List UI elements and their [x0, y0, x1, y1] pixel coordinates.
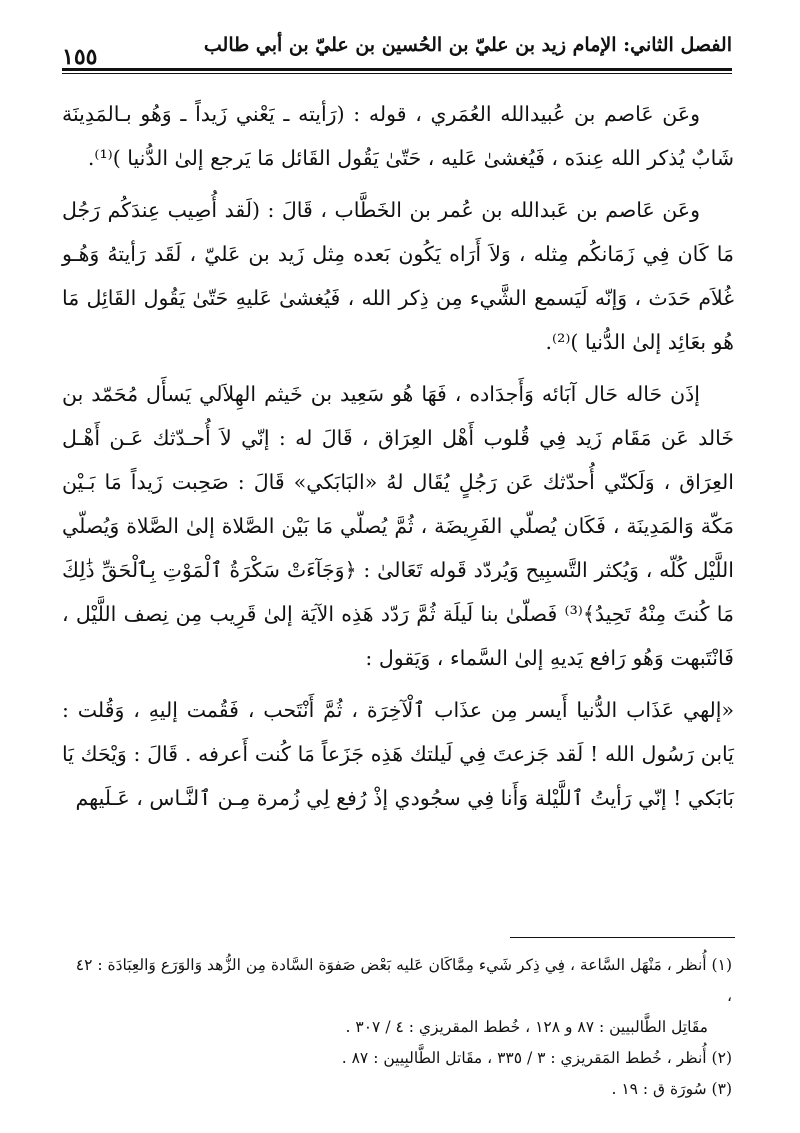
- footnote-1: [66, 950, 732, 1012]
- body-text: [62, 92, 734, 828]
- footnote-3: [66, 1074, 732, 1105]
- paragraph-2: وعَن عَاصم بن عَبدالله بن عُمر بن الخَطَّاب ، قَالَ : (لَقد أُصِيب عِندَكُم رَجُل مَا كَان فِي زَمَانكُم مِثله ، وَلاَ أَرَاه يَكُون بَعده مِثل زَيد بن عَليّ ، لَقَد رَأيتهُ وَهُـو غُلاَم حَدَث ، وَإنّه لَيَسمع الشَّيء مِن ذِكر الله ، فَيُغشىٰ عَليهِ حَتّىٰ يَقُول القَائِل مَا هُو بعَائِد إلىٰ الدُّنيا )⁽²⁾.: [62, 198, 734, 354]
- footnote-1-continuation: مقَاتِل الطَّالبيين : ٨٧ و ١٢٨ ، خُطط المقريزي : ٤ / ٣٠٧ .: [345, 1018, 708, 1036]
- footnote-text: أُنظر ، مَنْهَل السَّاعة ، فِي ذِكر شَيء مِمَّاكَان عَليه بَعْض صَفوَة السَّادة مِن الزُّهد وَالوَرَع وَالعِبَادَة : ٤٢ ،: [75, 956, 732, 1005]
- footnote-text: سُورَة ق : ١٩ .: [611, 1080, 707, 1098]
- footnote-2: [66, 1043, 732, 1074]
- paragraph-1: وعَن عَاصم بن عُبيدالله العُمَري ، قوله : (رَأيته ـ يَعْني زَيداً ـ وَهُو بـالمَدِينَة شَابٌ يُذكر الله عِندَه ، فَيُغشىٰ عَليه ، حَتّىٰ يَقُول القَائل مَا يَرجع إلىٰ الدُّنيا )⁽¹⁾.: [62, 102, 734, 170]
- footnote-separator: [510, 937, 735, 938]
- header-rule-thin: [62, 73, 732, 74]
- page-number: ١٥٥: [62, 44, 98, 70]
- footnote-marker: (٣): [711, 1080, 732, 1098]
- running-title: الفصل الثاني: الإمام زيد بن عليّ بن الحُسين بن عليّ بن أبي طالب: [203, 34, 732, 56]
- paragraph-3: إذَن حَاله حَال آبَائه وَأَجدَاده ، فَهَا هُو سَعِيد بن خَيثم الهِلاَلي يَسأَل مُحَمّد بن خَالد عَن مَقَام زَيد فِي قُلوب أَهْل العِرَاق ، قَالَ له : إنّي لاَ أُحـدّثك عَـن أَهْـل العِرَاق ، وَلَكنّي أُحدّثك عَن رَجُلٍ يُقَال لهُ «البَابَكي» قَالَ : صَحِبت زَيداً مَا بَـيْن مَكّة وَالمَدِينَة ، فَكَان يُصلّي الفَرِيضَة ، ثُمَّ يُصلّي مَا بَيْن الصَّلاة إلىٰ الصَّلاة وَيُصلّي اللَّيْل كُلّه ، وَيُكثر التَّسبِيح وَيُردّد قَوله تَعَالىٰ : ﴿وَجَآءَتْ سَكْرَةُ ٱلْمَوْتِ بِٱلْحَقِّ ذَٰلِكَ مَا كُنتَ مِنْهُ تَحِيدُ﴾⁽³⁾ فَصلّىٰ بنا لَيلَة ثُمَّ رَدّد هَذِه الآيَة إلىٰ قَرِيب مِن نِصف اللَّيْل ، فَانْتَبهت وَهُو رَافع يَديهِ إلىٰ السَّماء ، وَيَقول :: [62, 382, 734, 670]
- header-rule: [62, 68, 732, 71]
- footnotes: [66, 950, 732, 1105]
- footnote-text: أُنظر ، خُطط المَقريزي : ٣ / ٣٣٥ ، مقَاتل الطَّالبِيين : ٨٧ .: [341, 1049, 707, 1067]
- paragraph-4: «إلهي عَذَاب الدُّنيا أَيسر مِن عذَاب ٱلْآخِرَة ، ثُمَّ أَنْتَحب ، فَقُمت إليهِ ، وَقُلت : يَابن رَسُول الله ! لَقد جَزعتَ فِي لَيلتك هَذِه جَزَعاً مَا كُنت أَعرفه . قَالَ : وَيْحَك يَا بَابَكي ! إنّي رَأيتُ ٱللَّيْلة وَأَنا فِي سجُودي إذْ رُفع لِي زُمرة مِـن ٱلنَّـاس ، عَـلَيهم: [62, 698, 734, 810]
- footnote-marker: (١): [711, 956, 732, 974]
- page-header: [62, 30, 732, 70]
- footnote-marker: (٢): [711, 1049, 732, 1067]
